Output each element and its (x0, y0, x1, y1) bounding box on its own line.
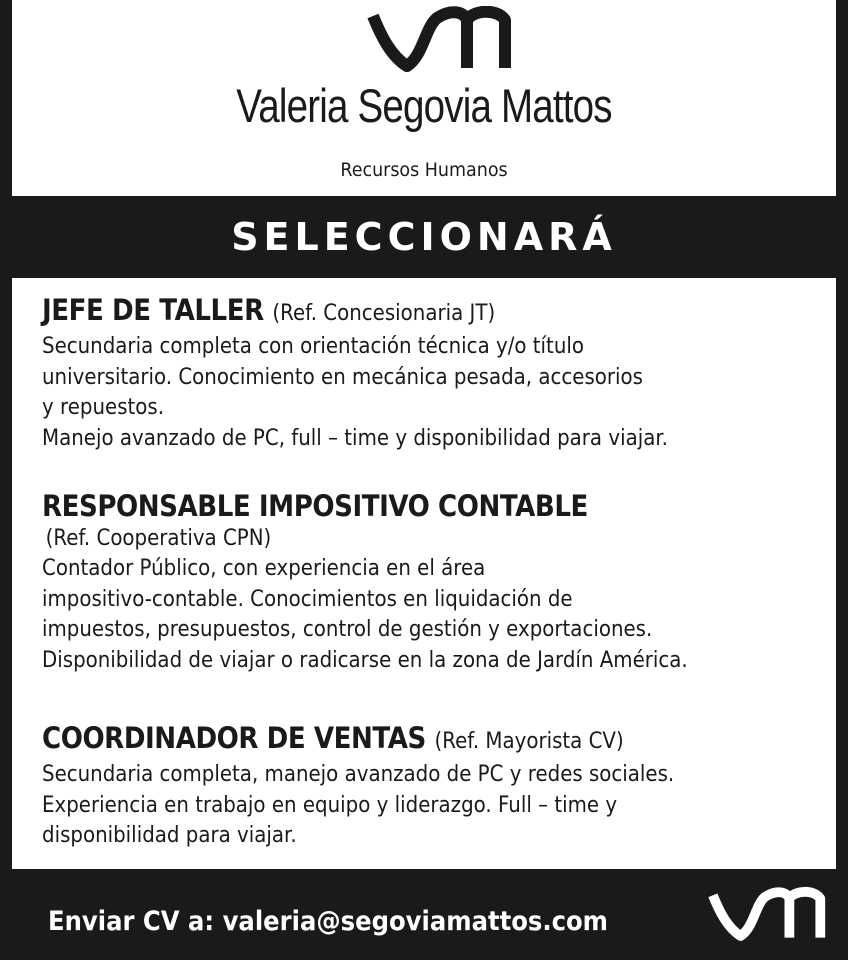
company-name: Valeria Segovia Mattos (236, 79, 612, 132)
job-ref: (Ref. Mayorista CV) (434, 729, 624, 754)
job-listing (42, 292, 821, 454)
job-description-line: Secundaria completa con orientación técnica y/o título (42, 334, 584, 359)
job-ref: (Ref. Cooperativa CPN) (45, 526, 272, 551)
job-description-line: impuestos, presupuestos, control de gestión y exportaciones. (42, 617, 653, 642)
job-description-line: Disponibilidad de viajar o radicarse en la zona de Jardín América. (42, 647, 688, 673)
job-listing (42, 720, 821, 852)
job-title-line (42, 292, 821, 332)
job-description-line: Secundaria completa, manejo avanzado de PC y redes sociales. (42, 762, 675, 787)
job-title: RESPONSABLE IMPOSITIVO CONTABLE (42, 489, 588, 523)
banner-title: SELECCIONARÁ (231, 215, 617, 259)
job-description-line: Experiencia en trabajo en equipo y liderazgo. Full – time y (42, 792, 618, 818)
job-title: COORDINADOR DE VENTAS (42, 721, 426, 755)
contact-email: Enviar CV a: valeria@segoviamattos.com (48, 906, 609, 937)
job-description-line: disponibilidad para viajar. (42, 823, 297, 848)
job-description-line: impositivo-contable. Conocimientos en liquidación de (42, 586, 573, 612)
vm-monogram-icon (367, 6, 512, 72)
company-subtitle: Recursos Humanos (340, 159, 508, 181)
job-ref: (Ref. Concesionaria JT) (272, 301, 496, 326)
job-description-line: universitario. Conocimiento en mecánica pesada, accesorios (42, 364, 643, 390)
job-description-line: y repuestos. (42, 395, 165, 420)
job-title-line (42, 720, 821, 760)
job-listings (12, 278, 836, 869)
job-description-line: Contador Público, con experiencia en el área (42, 556, 486, 581)
job-listing (42, 488, 821, 676)
job-description-line: Manejo avanzado de PC, full – time y disponibilidad para viajar. (42, 425, 668, 451)
job-title: JEFE DE TALLER (42, 293, 264, 327)
header-panel (12, 0, 836, 196)
vm-monogram-icon (708, 884, 826, 944)
